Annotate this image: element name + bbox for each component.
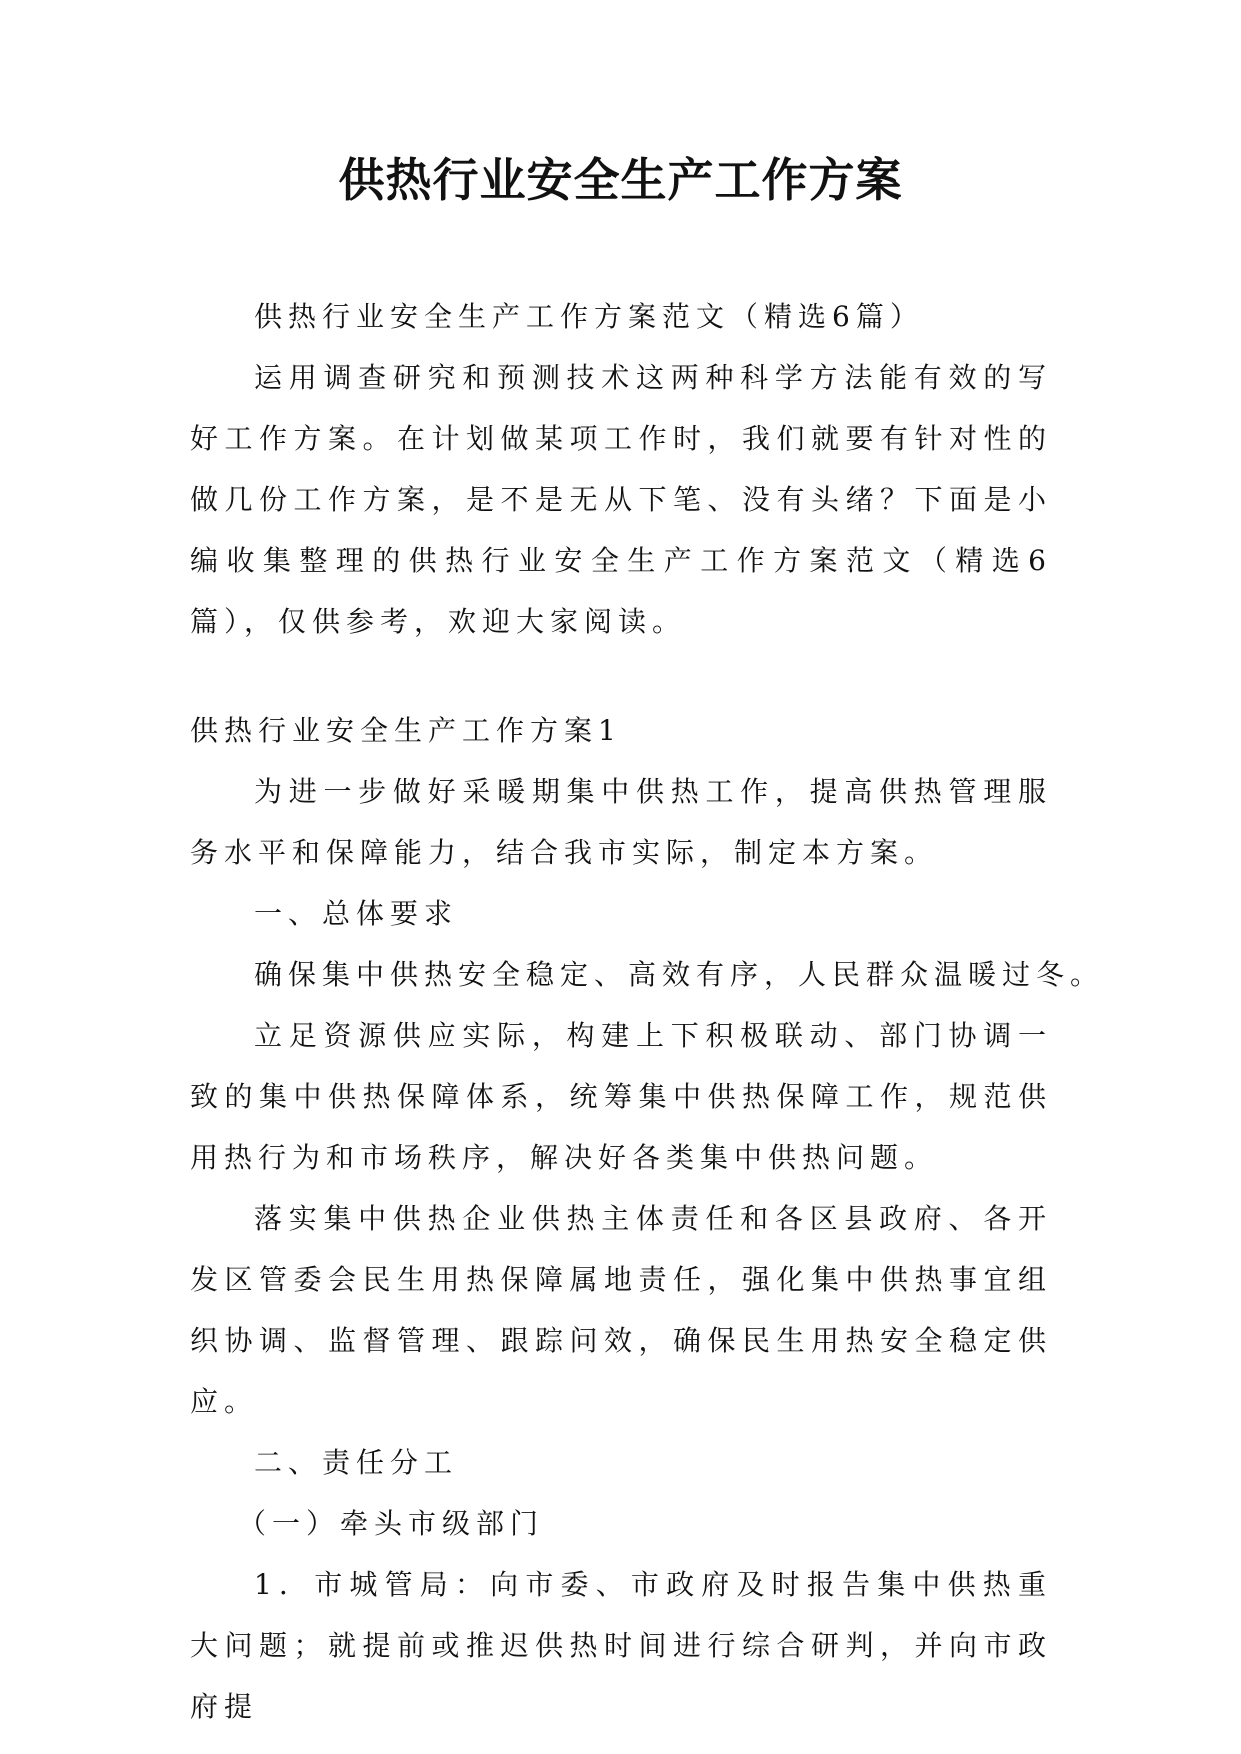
paragraph-spacer [190, 652, 1052, 700]
body-paragraph: 为进一步做好采暖期集中供热工作，提高供热管理服务水平和保障能力，结合我市实际，制定本方案。 [190, 775, 1052, 869]
subtitle-paragraph: 供热行业安全生产工作方案范文（精选6篇） [254, 300, 924, 333]
intro-paragraph: 运用调查研究和预测技术这两种科学方法能有效的写好工作方案。在计划做某项工作时，我们就要有针对性的做几份工作方案，是不是无从下笔、没有头绪？下面是小编收集整理的供热行业安全生产工作方案范文（精选6篇），仅供参考，欢迎大家阅读。 [190, 361, 1052, 638]
body-paragraph: 确保集中供热安全稳定、高效有序，人民群众温暖过冬。 [254, 958, 1105, 991]
section-heading: 供热行业安全生产工作方案1 [190, 714, 622, 747]
body-paragraph: 落实集中供热企业供热主体责任和各区县政府、各开发区管委会民生用热保障属地责任，强化集中供热事宜组织协调、监督管理、跟踪问效，确保民生用热安全稳定供应。 [190, 1202, 1052, 1418]
heading-responsibilities: 二、责任分工 [254, 1446, 459, 1479]
page-title: 供热行业安全生产工作方案 [338, 153, 903, 207]
body-paragraph: 立足资源供应实际，构建上下积极联动、部门协调一致的集中供热保障体系，统筹集中供热保障工作，规范供用热行为和市场秩序，解决好各类集中供热问题。 [190, 1019, 1052, 1174]
subheading-lead-departments: （一）牵头市级部门 [238, 1507, 545, 1540]
body-paragraph: 1．市城管局：向市委、市政府及时报告集中供热重大问题；就提前或推迟供热时间进行综合研判，并向市政府提 [190, 1568, 1052, 1723]
heading-general-requirements: 一、总体要求 [254, 897, 459, 930]
document-body [190, 286, 1105, 1737]
